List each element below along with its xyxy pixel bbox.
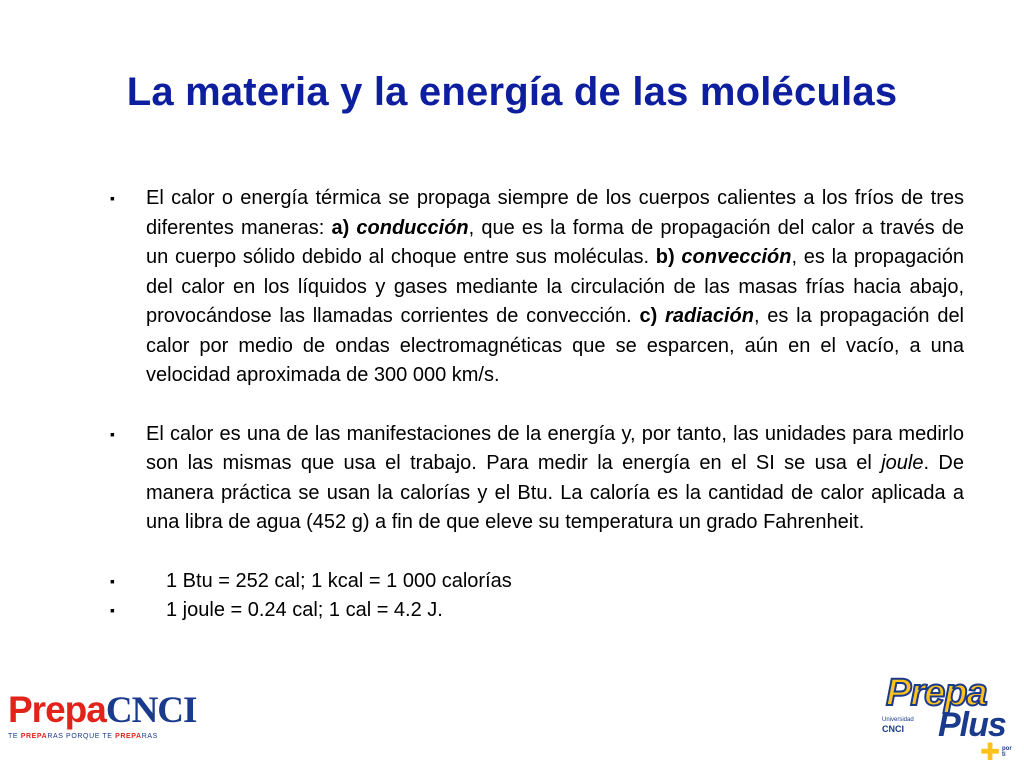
- term-radiacion: radiación: [665, 305, 754, 327]
- term-label: a): [331, 216, 350, 239]
- bullet-marker: ▪: [110, 190, 115, 206]
- logo-prepa-text: Prepa: [8, 689, 106, 730]
- bullet-marker: ▪: [110, 572, 115, 589]
- bullet-text: 1 Btu = 252 cal; 1 kcal = 1 000 calorías: [166, 569, 512, 592]
- logo-university-name: CNCI: [882, 724, 904, 734]
- term-conduccion: conducción: [356, 216, 469, 239]
- bullet-text: , es la propagación del calor por medio de ondas electromagnéticas que se esparcen, aún en el vacío, a una velocidad aproximada de 300 000 km/s.: [146, 305, 965, 386]
- logo-wordmark: [8, 690, 228, 731]
- logo-cnci-text: CNCI: [105, 690, 197, 731]
- plus-sign-icon: ✚: [980, 739, 1001, 766]
- term-conveccion: convección: [681, 246, 792, 268]
- term-label: b): [655, 246, 675, 268]
- tagline-part: PREPA: [20, 733, 48, 740]
- bullet-text: , que es la forma de propagación del calor a través de un cuerpo sólido debido al choque entre sus moléculas.: [146, 216, 964, 268]
- slide-title: La materia y la energía de las moléculas: [126, 70, 898, 114]
- logo-tagline: [8, 733, 228, 740]
- term-joule: joule: [881, 452, 924, 474]
- bullet-text: El calor o energía térmica se propaga siempre de los cuerpos calientes a los fríos de tres diferentes maneras:: [146, 187, 964, 239]
- bullet-text: , es la propagación del calor en los líquidos y gases mediante la circulación de las masas frías hacia abajo, provocándose las llamadas corrientes de convección.: [146, 246, 964, 327]
- term-label: c): [639, 305, 658, 327]
- prepa-plus-logo: [876, 672, 1016, 766]
- prepa-cnci-logo: [8, 690, 228, 748]
- bullet-item-joule-conversion: [108, 596, 964, 626]
- bullet-list: [108, 184, 964, 626]
- bullet-item-heat-propagation: [108, 184, 964, 391]
- bullet-text: El calor es una de las manifestaciones de la energía y, por tanto, las unidades para medirlo son las mismas que usa el trabajo. Para medir la energía en el SI se usa el: [146, 422, 964, 474]
- logo-university-label: Universidad: [882, 717, 914, 723]
- bullet-marker: ▪: [110, 425, 115, 442]
- bullet-text: 1 joule = 0.24 cal; 1 cal = 4.2 J.: [166, 599, 443, 621]
- bullet-text: . De manera práctica se usan la calorías y el Btu. La caloría es la cantidad de calor aplicada a una libra de agua (452 g) a fin de que eleve su temperatura un grado Fahrenheit.: [146, 452, 964, 533]
- tagline-part: RAS: [141, 733, 158, 740]
- bullet-item-heat-units: [108, 420, 964, 538]
- tagline-part: TE: [8, 733, 21, 740]
- logo-university-mark: [882, 716, 914, 734]
- bullet-marker: ▪: [110, 602, 115, 618]
- logo-plus-word: Plus: [938, 706, 1006, 744]
- logo-prepa-word: Prepa: [886, 672, 987, 714]
- tagline-part: PREPA: [115, 733, 142, 740]
- bullet-item-btu-conversion: [108, 567, 964, 597]
- logo-por-ti: por ti: [1002, 746, 1012, 758]
- tagline-part: RAS PORQUE TE: [47, 733, 116, 740]
